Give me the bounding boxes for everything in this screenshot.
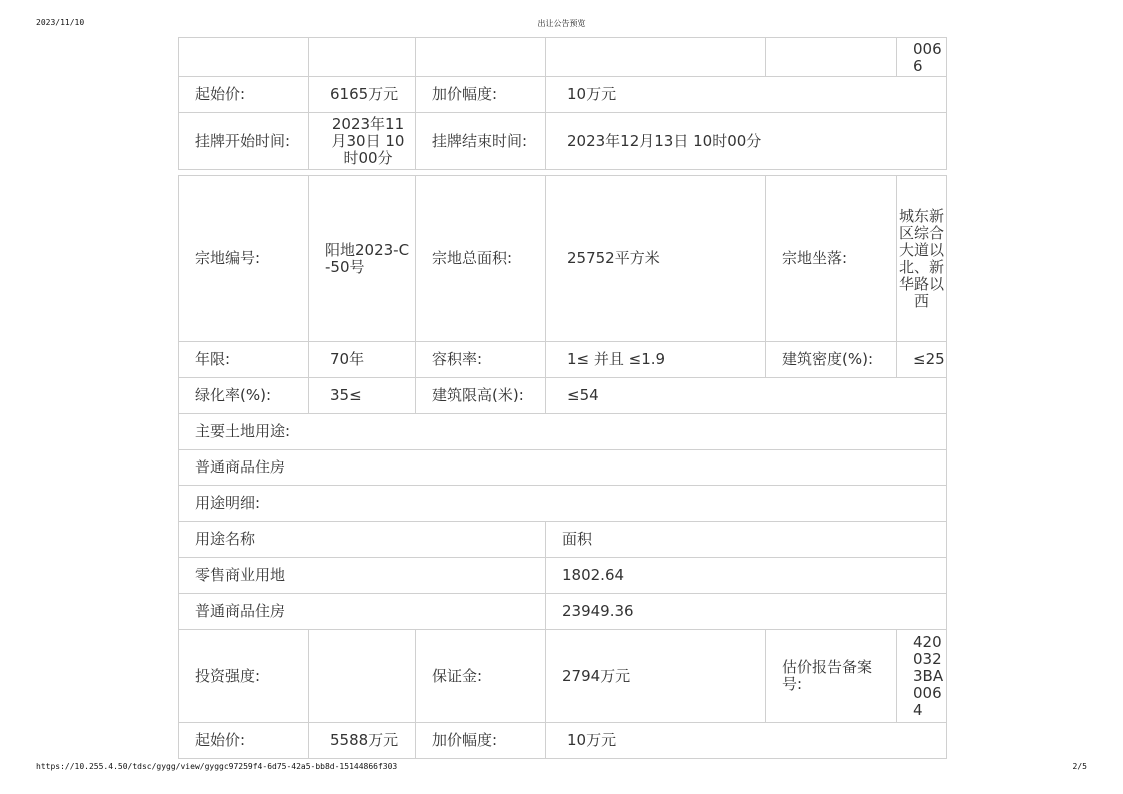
use-area-header: 面积 (546, 522, 947, 558)
table-row (179, 630, 947, 723)
use-name-header: 用途名称 (179, 522, 546, 558)
page-number: 2/5 (1072, 762, 1087, 771)
table-row (179, 723, 947, 759)
increment-value: 10万元 (546, 77, 947, 113)
parcel-table-2 (178, 175, 947, 759)
table-row (179, 450, 947, 486)
deposit-value: 2794万元 (546, 630, 766, 723)
appraisal-number-fragment: 0066 (897, 38, 947, 77)
parcel-location-label: 宗地坐落: (766, 176, 897, 342)
listing-end-label: 挂牌结束时间: (416, 113, 546, 170)
table-row (179, 378, 947, 414)
density-value: ≤25 (897, 342, 947, 378)
start-price-label: 起始价: (179, 77, 309, 113)
start-price-label: 起始价: (179, 723, 309, 759)
density-label: 建筑密度(%): (766, 342, 897, 378)
parcel-code-value: 阳地2023-C-50号 (309, 176, 416, 342)
main-use-label: 主要土地用途: (179, 414, 947, 450)
parcel-code-label: 宗地编号: (179, 176, 309, 342)
start-price-value: 6165万元 (309, 77, 416, 113)
appraisal-value: 4200323BA0064 (897, 630, 947, 723)
increment-value: 10万元 (546, 723, 947, 759)
height-value: ≤54 (546, 378, 947, 414)
use-area: 1802.64 (546, 558, 947, 594)
increment-label: 加价幅度: (416, 723, 546, 759)
listing-end-value: 2023年12月13日 10时00分 (546, 113, 947, 170)
investment-label: 投资强度: (179, 630, 309, 723)
term-label: 年限: (179, 342, 309, 378)
print-date: 2023/11/10 (36, 18, 85, 27)
table-row (179, 486, 947, 522)
height-label: 建筑限高(米): (416, 378, 546, 414)
parcel-area-value: 25752平方米 (546, 176, 766, 342)
parcel-location-value: 城东新区综合大道以北、新华路以西 (897, 176, 947, 342)
increment-label: 加价幅度: (416, 77, 546, 113)
use-name: 普通商品住房 (179, 594, 546, 630)
table-row (179, 113, 947, 170)
use-area: 23949.36 (546, 594, 947, 630)
use-name: 零售商业用地 (179, 558, 546, 594)
table-row (179, 342, 947, 378)
table-row (179, 38, 947, 77)
table-row (179, 594, 947, 630)
deposit-label: 保证金: (416, 630, 546, 723)
parcel-area-label: 宗地总面积: (416, 176, 546, 342)
start-price-value: 5588万元 (309, 723, 416, 759)
far-value: 1≤ 并且 ≤1.9 (546, 342, 766, 378)
table-row (179, 522, 947, 558)
main-use-value: 普通商品住房 (179, 450, 947, 486)
table-row (179, 414, 947, 450)
table-row (179, 176, 947, 342)
listing-start-label: 挂牌开始时间: (179, 113, 309, 170)
term-value: 70年 (309, 342, 416, 378)
green-label: 绿化率(%): (179, 378, 309, 414)
use-detail-label: 用途明细: (179, 486, 947, 522)
page-url: https://10.255.4.50/tdsc/gygg/view/gyggc97259f4-6d75-42a5-bb8d-15144866f303 (36, 762, 398, 771)
page-title: 出让公告预览 (537, 19, 586, 28)
far-label: 容积率: (416, 342, 546, 378)
table-row (179, 77, 947, 113)
listing-start-value: 2023年11月30日 10时00分 (309, 113, 416, 170)
green-value: 35≤ (309, 378, 416, 414)
parcel-table-1 (178, 37, 947, 170)
appraisal-label: 估价报告备案号: (766, 630, 897, 723)
table-row (179, 558, 947, 594)
investment-value (309, 630, 416, 723)
